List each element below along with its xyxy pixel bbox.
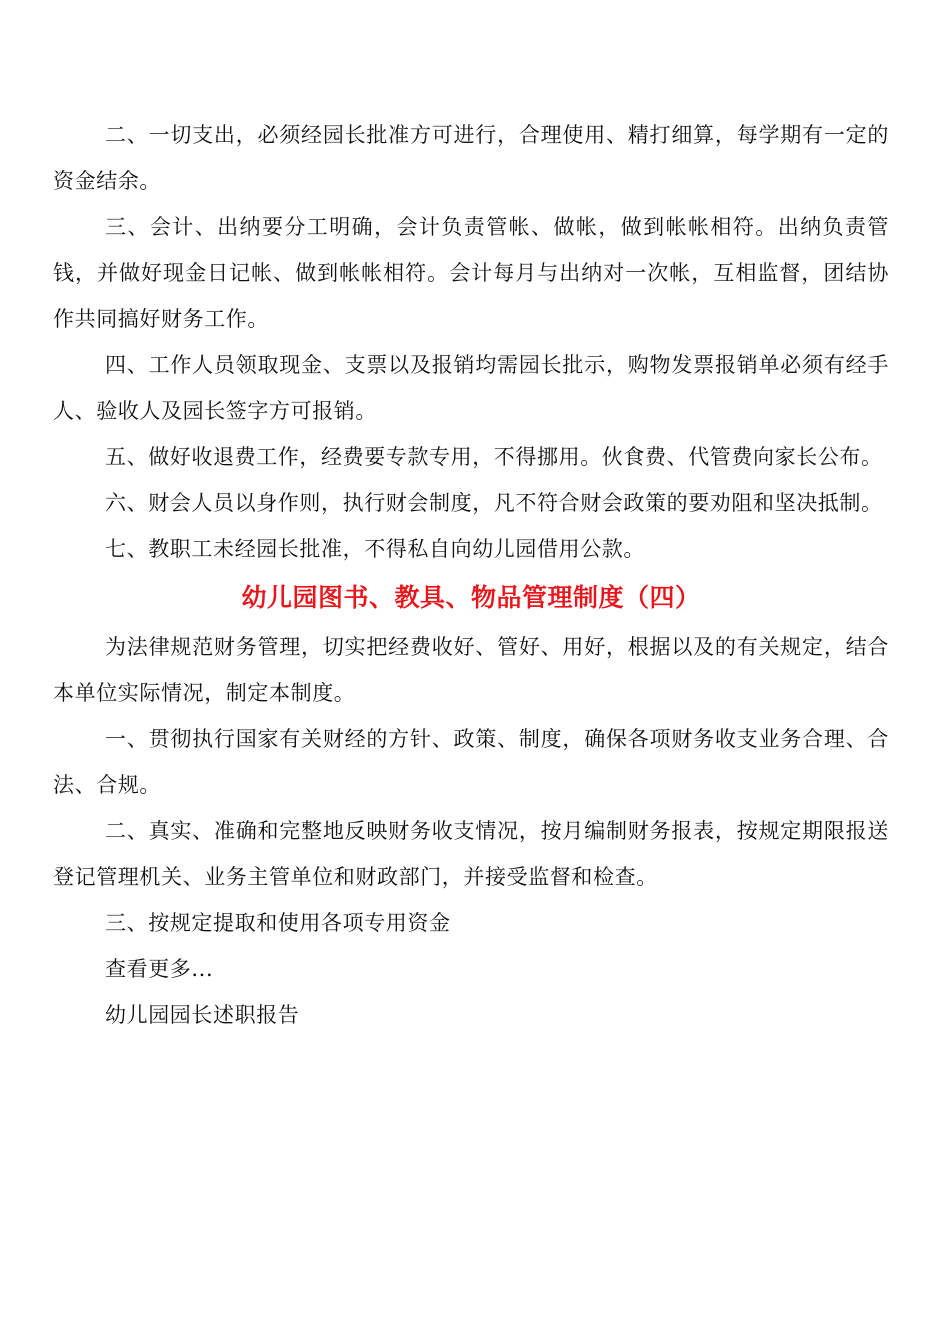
section-title: 幼儿园图书、教具、物品管理制度（四）	[241, 583, 701, 612]
paragraph-item-2: 二、一切支出，必须经园长批准方可进行，合理使用、精打细算，每学期有一定的资金结余。	[53, 123, 889, 193]
document-body	[53, 112, 889, 1038]
related-article-link[interactable]: 幼儿园园长述职报告	[105, 1003, 300, 1027]
rule-item-2: 二、真实、准确和完整地反映财务收支情况，按月编制财务报表，按规定期限报送登记管理机关、业务主管单位和财政部门，并接受监督和检查。	[53, 819, 889, 889]
intro-paragraph: 为法律规范财务管理，切实把经费收好、管好、用好，根据以及的有关规定，结合本单位实际情况，制定本制度。	[53, 635, 889, 705]
rule-item-3: 三、按规定提取和使用各项专用资金	[105, 911, 451, 935]
paragraph-item-4: 四、工作人员领取现金、支票以及报销均需园长批示，购物发票报销单必须有经手人、验收人及园长签字方可报销。	[53, 353, 889, 423]
paragraph-item-3: 三、会计、出纳要分工明确，会计负责管帐、做帐，做到帐帐相符。出纳负责管钱，并做好现金日记帐、做到帐帐相符。会计每月与出纳对一次帐，互相监督，团结协作共同搞好财务工作。	[53, 215, 889, 331]
see-more-link[interactable]: 查看更多...	[105, 957, 214, 981]
paragraph-item-7: 七、教职工未经园长批准，不得私自向幼儿园借用公款。	[105, 537, 645, 561]
paragraph-item-5: 五、做好收退费工作，经费要专款专用，不得挪用。伙食费、代管费向家长公布。	[105, 445, 883, 469]
paragraph-item-6: 六、财会人员以身作则，执行财会制度，凡不符合财会政策的要劝阻和坚决抵制。	[105, 491, 883, 515]
rule-item-1: 一、贯彻执行国家有关财经的方针、政策、制度，确保各项财务收支业务合理、合法、合规。	[53, 727, 889, 797]
